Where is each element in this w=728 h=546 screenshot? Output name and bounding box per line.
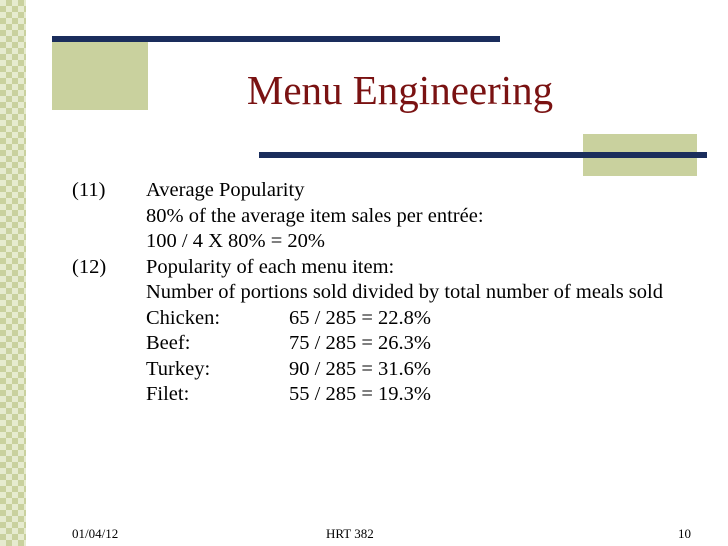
menu-item-row (146, 357, 692, 383)
step-line: 80% of the average item sales per entrée: (146, 204, 484, 227)
slide-title: Menu Engineering (246, 67, 554, 113)
menu-item-row (146, 382, 692, 408)
step-line: Average Popularity (146, 179, 305, 201)
menu-item-name: Turkey: (146, 357, 211, 380)
menu-item-row (146, 306, 692, 332)
menu-item-row (146, 331, 692, 357)
slide-body (72, 178, 692, 408)
step-12 (72, 255, 692, 408)
step-11 (72, 178, 692, 255)
step-line: Popularity of each menu item: (146, 255, 395, 278)
menu-item-calc: 55 / 285 = 19.3% (289, 383, 431, 405)
menu-item-calc: 65 / 285 = 22.8% (289, 306, 431, 329)
menu-item-calc: 90 / 285 = 31.6% (289, 357, 431, 380)
footer-course: HRT 382 (326, 526, 374, 541)
menu-item-name: Beef: (146, 332, 191, 354)
bottom-rule (259, 152, 707, 158)
menu-item-name: Chicken: (146, 306, 221, 329)
menu-item-calc: 75 / 285 = 26.3% (289, 332, 431, 354)
footer-page-number: 10 (678, 526, 691, 541)
step-number: (11) (72, 179, 106, 201)
step-line: Number of portions sold divided by total number of meals sold (146, 281, 663, 303)
top-rule (52, 36, 500, 42)
menu-item-name: Filet: (146, 383, 190, 405)
step-line: 100 / 4 X 80% = 20% (146, 230, 325, 252)
footer-date: 01/04/12 (72, 526, 119, 541)
step-number: (12) (72, 255, 107, 278)
